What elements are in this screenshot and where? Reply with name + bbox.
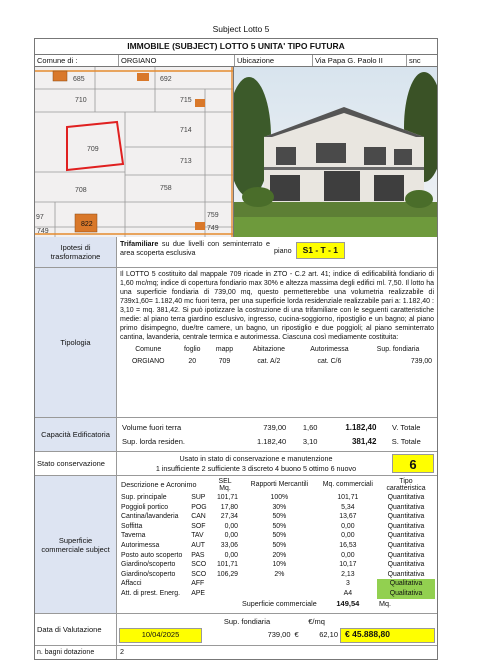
map-label-749b: 749: [37, 228, 49, 235]
map-label-685: 685: [73, 76, 85, 83]
cell-mapp: 709: [218, 357, 231, 365]
capacita-c: 381,42: [351, 437, 377, 447]
map-label-692: 692: [160, 76, 172, 83]
row-descrizione: Giardino/scoperto: [121, 570, 176, 578]
superficie-total-unit: Mq.: [379, 599, 391, 609]
col-autorimessa: Autorimessa: [310, 346, 349, 354]
tipologia-row: [35, 268, 437, 418]
map-label-758: 758: [160, 185, 172, 192]
row-mq: 0,00: [341, 532, 355, 540]
superficie-table-header: [119, 477, 435, 493]
stato-line2: 1 insufficiente 2 sufficiente 3 discreto 4 buono 5 ottimo 6 nuovo: [155, 463, 357, 473]
row-rapporto: [240, 589, 319, 599]
capacita-c: 1.182,40: [345, 423, 377, 433]
capacita-row-sup: [120, 435, 434, 449]
ipotesi-desc: su due livelli con seminterrato e area scoperta esclusiva: [120, 239, 270, 258]
ipotesi-content: [117, 237, 437, 267]
capacita-table: [120, 421, 434, 449]
superficie-table-row: [119, 579, 435, 589]
row-sel: 101,71: [216, 494, 239, 501]
row-acronimo: SOF: [191, 522, 206, 530]
capacita-row: [35, 418, 437, 452]
valutazione-row: [35, 614, 437, 646]
map-label-759: 759: [207, 212, 219, 219]
superficie-table-row: [119, 503, 435, 513]
superficie-label: Superficie commerciale subject: [35, 476, 117, 613]
row-tipo: Quantitativa: [387, 513, 425, 521]
row-acronimo: CAN: [191, 513, 206, 521]
col-mapp: mapp: [215, 346, 234, 354]
col-comune: Comune: [135, 346, 162, 354]
superficie-table-row: [119, 531, 435, 541]
stato-row: [35, 452, 437, 476]
row-rapporto: 50%: [272, 522, 287, 530]
capacita-name: Sup. lorda residen.: [122, 437, 185, 447]
row-acronimo: SCO: [191, 570, 207, 578]
val-eur-sign: €: [294, 630, 299, 640]
ipotesi-type: Trifamiliare: [120, 239, 159, 248]
row-descrizione: Poggioli portico: [121, 503, 169, 511]
row-rapporto: 2%: [274, 570, 285, 578]
piano-label: piano: [274, 246, 292, 255]
stato-line1: Usato in stato di conservazione e manutenzione: [179, 454, 333, 464]
superficie-table-row: [119, 551, 435, 561]
comune-value: ORGIANO: [119, 55, 235, 66]
capacita-row-volume: [120, 421, 434, 435]
stato-label: Stato conservazione: [35, 452, 117, 475]
val-total: € 45.888,80: [341, 628, 435, 642]
sheet-header: IMMOBILE (SUBJECT) LOTTO 5 UNITA' TIPO FUTURA: [35, 39, 437, 55]
row-mq: 0,00: [341, 551, 355, 559]
row-descrizione: Att. di prest. Energ.: [121, 589, 180, 597]
superficie-table-row: [119, 589, 435, 599]
superficie-table-row: [119, 560, 435, 570]
col-descrizione: Descrizione e Acronimo: [121, 480, 197, 490]
superficie-table-row: [119, 522, 435, 532]
row-acronimo: SCO: [191, 561, 207, 569]
superficie-row: [35, 476, 437, 614]
capacita-name: Volume fuori terra: [122, 423, 182, 433]
row-tipo: Qualitativa: [377, 579, 435, 589]
comune-label: Comune di :: [35, 55, 119, 66]
row-rapporto: 30%: [272, 503, 287, 511]
ipotesi-label: Ipotesi di trasformazione: [35, 237, 117, 267]
map-label-715: 715: [180, 97, 192, 104]
col-foglio: foglio: [184, 346, 201, 354]
col-sup-fondiaria: Sup. fondiaria: [376, 346, 420, 354]
row-sel: [210, 579, 240, 589]
row-mq: 10,17: [339, 561, 357, 569]
row-mq: 0,00: [341, 522, 355, 530]
row-mq: 3: [345, 580, 350, 588]
row-tipo: Quantitativa: [387, 551, 425, 559]
building-render-image: [234, 67, 437, 237]
capacita-d: S. Totale: [391, 437, 421, 447]
stato-content: [117, 452, 437, 475]
row-acronimo: PAS: [191, 551, 205, 559]
map-label-822: 822: [81, 221, 93, 228]
row-descrizione: Posto auto scoperto: [121, 551, 183, 559]
row-rapporto: 10%: [272, 561, 287, 569]
row-descrizione: Giardino/scoperto: [121, 561, 176, 569]
capacita-b: 1,60: [302, 423, 318, 433]
ubicazione-label: Ubicazione: [235, 55, 313, 66]
row-mq: 2,13: [341, 570, 355, 578]
tipologia-content: [117, 268, 437, 417]
images-row: [35, 67, 437, 237]
piano-value: S1 - T - 1: [296, 242, 345, 259]
row-sel: 0,00: [224, 532, 239, 540]
row-rapporto: 50%: [272, 513, 287, 521]
row-tipo: Quantitativa: [387, 541, 425, 549]
row-mq: 5,34: [341, 503, 355, 511]
row-tipo: Quantitativa: [387, 522, 425, 530]
superficie-content: [117, 476, 437, 613]
row-rapporto: 50%: [272, 532, 287, 540]
map-label-708: 708: [75, 187, 87, 194]
map-label-749a: 749: [207, 225, 219, 232]
location-row: [35, 55, 437, 67]
row-tipo: Quantitativa: [387, 503, 425, 511]
cell-abitazione: cat. A/2: [257, 357, 281, 365]
tipologia-table-header: [120, 345, 434, 355]
building-render: [234, 67, 437, 237]
row-sel: 0,00: [224, 551, 239, 559]
row-rapporto: [240, 579, 319, 589]
cell-sup-fondiaria: 739,00: [410, 357, 432, 365]
superficie-total-row: [119, 599, 435, 610]
row-acronimo: APE: [191, 589, 206, 597]
cell-comune: ORGIANO: [131, 357, 165, 365]
row-descrizione: Cantina/lavanderia: [121, 513, 179, 521]
bagni-label: n. bagni dotazione: [35, 646, 117, 659]
row-tipo: Qualitativa: [377, 589, 435, 599]
row-sel: 17,80: [220, 503, 239, 511]
valutazione-content: [117, 614, 437, 645]
row-acronimo: AUT: [191, 541, 206, 549]
row-descrizione: Autorimessa: [121, 541, 160, 549]
col-abitazione: Abitazione: [252, 346, 285, 354]
property-sheet: [34, 38, 438, 660]
row-mq: A4: [343, 589, 353, 597]
superficie-table-row: [119, 570, 435, 580]
cadastral-map: [35, 67, 234, 237]
row-sel: 27,34: [220, 513, 239, 521]
val-date: 10/04/2025: [120, 628, 202, 642]
val-h-sup: Sup. fondiaria: [223, 617, 271, 627]
map-label-714: 714: [180, 127, 192, 134]
row-tipo: Quantitativa: [387, 570, 425, 578]
map-label-709: 709: [87, 146, 99, 153]
capacita-content: [117, 418, 437, 451]
row-sel: 106,29: [216, 570, 239, 578]
row-mq: 13,67: [339, 513, 357, 521]
row-rapporto: 100%: [270, 494, 289, 501]
row-tipo: Quantitativa: [387, 494, 425, 501]
capacita-a: 739,00: [263, 423, 287, 433]
row-rapporto: 50%: [272, 541, 287, 549]
row-mq: 16,53: [339, 541, 357, 549]
valutazione-label: Data di Valutazione: [35, 614, 117, 645]
superficie-table: [119, 477, 435, 610]
cell-autorimessa: cat. C/6: [317, 357, 342, 365]
row-descrizione: Soffitta: [121, 522, 143, 530]
snc-value: snc: [409, 56, 421, 65]
address-value: Via Papa G. Paolo II: [313, 55, 407, 66]
tipologia-paragraph: Il LOTTO 5 costituito dal mappale 709 ricade in ZTO - C.2 art. 41; indice di edificabilità fondiario di 1,60 mc/mq; indice di copertura fondiario max 30% e altezza massima degli edifici ml. 7,50. Il lotto ha una superficie fondiaria di 739,00 mq, questo permetterebbe una volumetria realizzabile di 739x1,60= 1.182,40 mc fuori terra, per una superficie lorda residenziale realizzabile pari a: 1.182,40 : 3,10 = mq. 381,42. Si può ipotizzare la costruzione di una trifamiliare con le seguenti caratteristiche medie: al piano terra giardino esclusivo, ingresso, cucina-soggiorno, ripostiglio e un bagno; al piano primo disimpegno, due/tre camere, un bagno, un ripostiglio e due poggioli; al piano seminterrato cantina, lavanderia, centrale termica e autorimessa. Ciascuna così mediamente costituita:: [120, 271, 434, 342]
cadastral-map-drawing: [35, 67, 234, 237]
map-label-710: 710: [75, 97, 87, 104]
capacita-label: Capacità Edificatoria: [35, 418, 117, 451]
row-sel: [210, 589, 240, 599]
col-sel: SEL Mq.: [218, 477, 232, 492]
bagni-row: [35, 646, 437, 659]
row-acronimo: POG: [191, 503, 207, 511]
row-acronimo: SUP: [191, 494, 206, 501]
ipotesi-row: [35, 237, 437, 268]
capacita-d: V. Totale: [392, 423, 421, 433]
superficie-table-row: [119, 512, 435, 522]
superficie-total-label: Superficie commerciale: [242, 599, 317, 609]
col-rapporti: Rapporti Mercantili: [250, 481, 309, 489]
row-sel: 101,71: [216, 561, 239, 569]
row-mq: 101,71: [337, 494, 359, 501]
row-tipo: Quantitativa: [387, 532, 425, 540]
val-sup: 739,00: [267, 630, 291, 640]
row-descrizione: Sup. principale: [121, 494, 167, 501]
row-acronimo: AFF: [191, 580, 205, 588]
map-label-713: 713: [180, 158, 192, 165]
stato-value: 6: [392, 454, 434, 473]
row-rapporto: 20%: [272, 551, 287, 559]
superficie-rows: [119, 493, 435, 599]
tipologia-table: [120, 345, 434, 369]
cell-foglio: 20: [188, 357, 197, 365]
tipologia-label: Tipologia: [35, 268, 117, 417]
map-label-97: 97: [36, 214, 44, 221]
row-sel: 0,00: [224, 522, 239, 530]
valutazione-table: [119, 616, 435, 643]
row-descrizione: Taverna: [121, 532, 146, 540]
val-price: 62,10: [319, 630, 339, 640]
tipologia-table-row: [120, 355, 434, 369]
row-tipo: Quantitativa: [387, 561, 425, 569]
superficie-table-row: [119, 541, 435, 551]
col-mq-commerciali: Mq. commerciali: [322, 481, 373, 489]
row-acronimo: TAV: [191, 532, 204, 540]
bagni-value: 2: [120, 647, 124, 656]
superficie-table-row: [119, 493, 435, 503]
val-h-eurmq: €/mq: [308, 617, 325, 627]
page-title: Subject Lotto 5: [212, 24, 270, 34]
col-tipo: Tipo caratteristica: [386, 477, 426, 492]
row-sel: 33,06: [220, 541, 239, 549]
capacita-b: 3,10: [302, 437, 318, 447]
row-descrizione: Affacci: [121, 580, 142, 588]
capacita-a: 1.182,40: [257, 437, 287, 447]
superficie-total-value: 149,54: [336, 599, 360, 609]
